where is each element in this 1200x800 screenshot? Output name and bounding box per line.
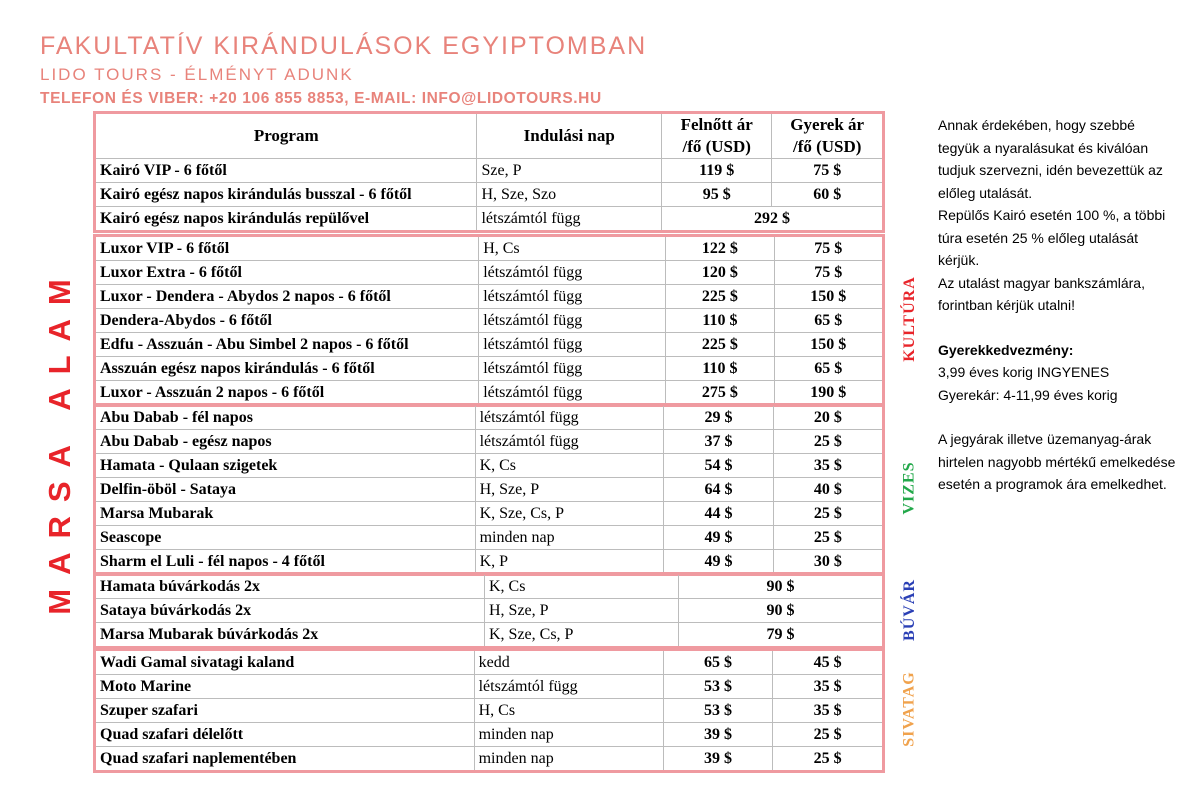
- table-row: [95, 207, 884, 232]
- child-price: 45 $: [773, 650, 884, 675]
- table-row: [95, 430, 884, 454]
- adult-price: 44 $: [664, 502, 773, 526]
- start-day: létszámtól függ: [479, 333, 666, 357]
- price-table-water: [93, 403, 885, 576]
- price-combined: 79 $: [679, 623, 884, 648]
- adult-price: 49 $: [664, 526, 773, 550]
- child-price: 25 $: [773, 526, 883, 550]
- adult-price: 119 $: [662, 159, 772, 183]
- start-day: létszámtól függ: [479, 285, 666, 309]
- table-row: [95, 550, 884, 575]
- category-desert: [890, 648, 930, 770]
- price-combined: 292 $: [662, 207, 884, 232]
- col-adult-l1: Felnőtt ár: [680, 115, 753, 134]
- table-header-row: [95, 113, 884, 159]
- program-name: Luxor Extra - 6 főtől: [95, 261, 479, 285]
- note-deposit-intro: Annak érdekében, hogy szebbé tegyük a nyaralásukat és kiválóan tudjuk szervezni, idén bevezettük az előleg utalását.: [938, 117, 1163, 201]
- child-price: 190 $: [774, 381, 883, 406]
- start-day: létszámtól függ: [479, 357, 666, 381]
- child-price: 25 $: [773, 502, 883, 526]
- adult-price: 53 $: [663, 699, 773, 723]
- program-name: Luxor - Asszuán 2 napos - 6 főtől: [95, 381, 479, 406]
- program-name: Sataya búvárkodás 2x: [95, 599, 485, 623]
- table-row: [95, 478, 884, 502]
- info-notes: [938, 114, 1178, 496]
- adult-price: 120 $: [666, 261, 774, 285]
- col-adult-price: [662, 113, 772, 159]
- start-day: minden nap: [474, 723, 663, 747]
- table-row: [95, 502, 884, 526]
- note-discount-child: Gyerekár: 4-11,99 éves korig: [938, 386, 1118, 403]
- start-day: kedd: [474, 650, 663, 675]
- start-day: H, Sze, P: [485, 599, 679, 623]
- page-subtitle: LIDO TOURS - ÉLMÉNYT ADUNK: [40, 65, 354, 84]
- page-title: FAKULTATÍV KIRÁNDULÁSOK EGYIPTOMBAN: [40, 32, 648, 60]
- program-name: Moto Marine: [95, 675, 475, 699]
- table-row: [95, 747, 884, 772]
- child-price: 30 $: [773, 550, 883, 575]
- note-discount-free: 3,99 éves korig INGYENES: [938, 364, 1110, 380]
- note-price-change: A jegyárak illetve üzemanyag-árak hirtelen nagyobb mértékű emelkedése esetén a programok ára emelkedhet.: [938, 431, 1176, 492]
- program-name: Asszuán egész napos kirándulás - 6 főtől: [95, 357, 479, 381]
- program-name: Kairó egész napos kirándulás busszal - 6 főtől: [95, 183, 477, 207]
- child-price: 25 $: [773, 430, 883, 454]
- col-child-l2: /fő (USD): [792, 137, 862, 156]
- adult-price: 110 $: [666, 357, 774, 381]
- child-price: 20 $: [773, 405, 883, 430]
- child-price: 35 $: [773, 699, 884, 723]
- start-day: létszámtól függ: [475, 405, 664, 430]
- table-row: [95, 675, 884, 699]
- start-day: K, Sze, Cs, P: [475, 502, 664, 526]
- side-label: [38, 265, 82, 615]
- program-name: Luxor - Dendera - Abydos 2 napos - 6 főtől: [95, 285, 479, 309]
- table-row: [95, 574, 884, 599]
- start-day: H, Sze, P: [475, 478, 664, 502]
- table-row: [95, 723, 884, 747]
- child-price: 60 $: [772, 183, 884, 207]
- table-row: [95, 381, 884, 406]
- col-program: Program: [95, 113, 477, 159]
- start-day: K, Cs: [485, 574, 679, 599]
- table-row: [95, 183, 884, 207]
- adult-price: 110 $: [666, 309, 774, 333]
- table-row: [95, 599, 884, 623]
- table-row: [95, 454, 884, 478]
- child-price: 75 $: [774, 236, 883, 261]
- table-row: [95, 699, 884, 723]
- contact-line: TELEFON ÉS VIBER: +20 106 855 8853, E-MAIL: INFO@LIDOTOURS.HU: [40, 90, 602, 107]
- table-row: [95, 650, 884, 675]
- adult-price: 39 $: [663, 723, 773, 747]
- program-name: Edfu - Asszuán - Abu Simbel 2 napos - 6 főtől: [95, 333, 479, 357]
- adult-price: 49 $: [664, 550, 773, 575]
- col-child-price: [772, 113, 884, 159]
- start-day: létszámtól függ: [474, 675, 663, 699]
- table-row: [95, 159, 884, 183]
- start-day: létszámtól függ: [477, 207, 662, 232]
- table-row: [95, 333, 884, 357]
- program-name: Wadi Gamal sivatagi kaland: [95, 650, 475, 675]
- note-deposit-amount: Repülős Kairó esetén 100 %, a többi túra esetén 25 % előleg utalását kérjük.: [938, 207, 1166, 268]
- program-name: Kairó VIP - 6 főtől: [95, 159, 477, 183]
- table-row: [95, 236, 884, 261]
- start-day: K, Sze, Cs, P: [485, 623, 679, 648]
- start-day: H, Cs: [479, 236, 666, 261]
- program-name: Luxor VIP - 6 főtől: [95, 236, 479, 261]
- start-day: Sze, P: [477, 159, 662, 183]
- category-diving: [890, 572, 930, 648]
- category-diving-label: BÚVÁR: [901, 579, 919, 641]
- col-child-l1: Gyerek ár: [790, 115, 865, 134]
- price-table-desert: [93, 648, 885, 773]
- start-day: létszámtól függ: [479, 381, 666, 406]
- adult-price: 37 $: [664, 430, 773, 454]
- start-day: minden nap: [475, 526, 664, 550]
- price-table-culture: [93, 234, 885, 407]
- program-name: Quad szafari délelőtt: [95, 723, 475, 747]
- child-price: 25 $: [773, 747, 884, 772]
- col-start-day: Indulási nap: [477, 113, 662, 159]
- note-discount-title: Gyerekkedvezmény:: [938, 341, 1074, 358]
- child-price: 65 $: [774, 357, 883, 381]
- program-name: Abu Dabab - fél napos: [95, 405, 476, 430]
- program-name: Marsa Mubarak: [95, 502, 476, 526]
- price-combined: 90 $: [679, 599, 884, 623]
- note-transfer: Az utalást magyar bankszámlára, forintban kérjük utalni!: [938, 274, 1145, 313]
- program-name: Delfin-öböl - Sataya: [95, 478, 476, 502]
- start-day: H, Cs: [474, 699, 663, 723]
- table-row: [95, 405, 884, 430]
- table-row: [95, 309, 884, 333]
- program-name: Sharm el Luli - fél napos - 4 főtől: [95, 550, 476, 575]
- program-name: Marsa Mubarak búvárkodás 2x: [95, 623, 485, 648]
- adult-price: 53 $: [663, 675, 773, 699]
- child-price: 35 $: [773, 675, 884, 699]
- start-day: létszámtól függ: [479, 309, 666, 333]
- side-label-text: MARSA ALAM: [42, 265, 78, 615]
- start-day: H, Sze, Szo: [477, 183, 662, 207]
- price-combined: 90 $: [679, 574, 884, 599]
- adult-price: 225 $: [666, 333, 774, 357]
- category-culture: [890, 234, 930, 403]
- adult-price: 225 $: [666, 285, 774, 309]
- child-price: 25 $: [773, 723, 884, 747]
- child-price: 35 $: [773, 454, 883, 478]
- category-water-label: VIZES: [901, 460, 918, 515]
- category-culture-label: KULTÚRA: [901, 275, 919, 362]
- child-price: 150 $: [774, 333, 883, 357]
- category-desert-label: SIVATAG: [901, 671, 918, 747]
- start-day: létszámtól függ: [479, 261, 666, 285]
- col-adult-l2: /fő (USD): [682, 137, 751, 156]
- category-water: [890, 403, 930, 572]
- program-name: Dendera-Abydos - 6 főtől: [95, 309, 479, 333]
- table-row: [95, 526, 884, 550]
- program-name: Hamata búvárkodás 2x: [95, 574, 485, 599]
- price-table-cairo: [93, 111, 885, 233]
- start-day: minden nap: [474, 747, 663, 772]
- program-name: Kairó egész napos kirándulás repülővel: [95, 207, 477, 232]
- child-price: 150 $: [774, 285, 883, 309]
- table-row: [95, 357, 884, 381]
- program-name: Hamata - Qulaan szigetek: [95, 454, 476, 478]
- program-name: Quad szafari naplementében: [95, 747, 475, 772]
- adult-price: 122 $: [666, 236, 774, 261]
- adult-price: 39 $: [663, 747, 773, 772]
- start-day: K, Cs: [475, 454, 664, 478]
- adult-price: 54 $: [664, 454, 773, 478]
- child-price: 75 $: [774, 261, 883, 285]
- table-row: [95, 623, 884, 648]
- adult-price: 29 $: [664, 405, 773, 430]
- program-name: Abu Dabab - egész napos: [95, 430, 476, 454]
- program-name: Seascope: [95, 526, 476, 550]
- child-price: 75 $: [772, 159, 884, 183]
- start-day: K, P: [475, 550, 664, 575]
- price-table-diving: [93, 572, 885, 649]
- table-row: [95, 285, 884, 309]
- adult-price: 65 $: [663, 650, 773, 675]
- child-price: 65 $: [774, 309, 883, 333]
- start-day: létszámtól függ: [475, 430, 664, 454]
- adult-price: 275 $: [666, 381, 774, 406]
- adult-price: 95 $: [662, 183, 772, 207]
- adult-price: 64 $: [664, 478, 773, 502]
- program-name: Szuper szafari: [95, 699, 475, 723]
- child-price: 40 $: [773, 478, 883, 502]
- table-row: [95, 261, 884, 285]
